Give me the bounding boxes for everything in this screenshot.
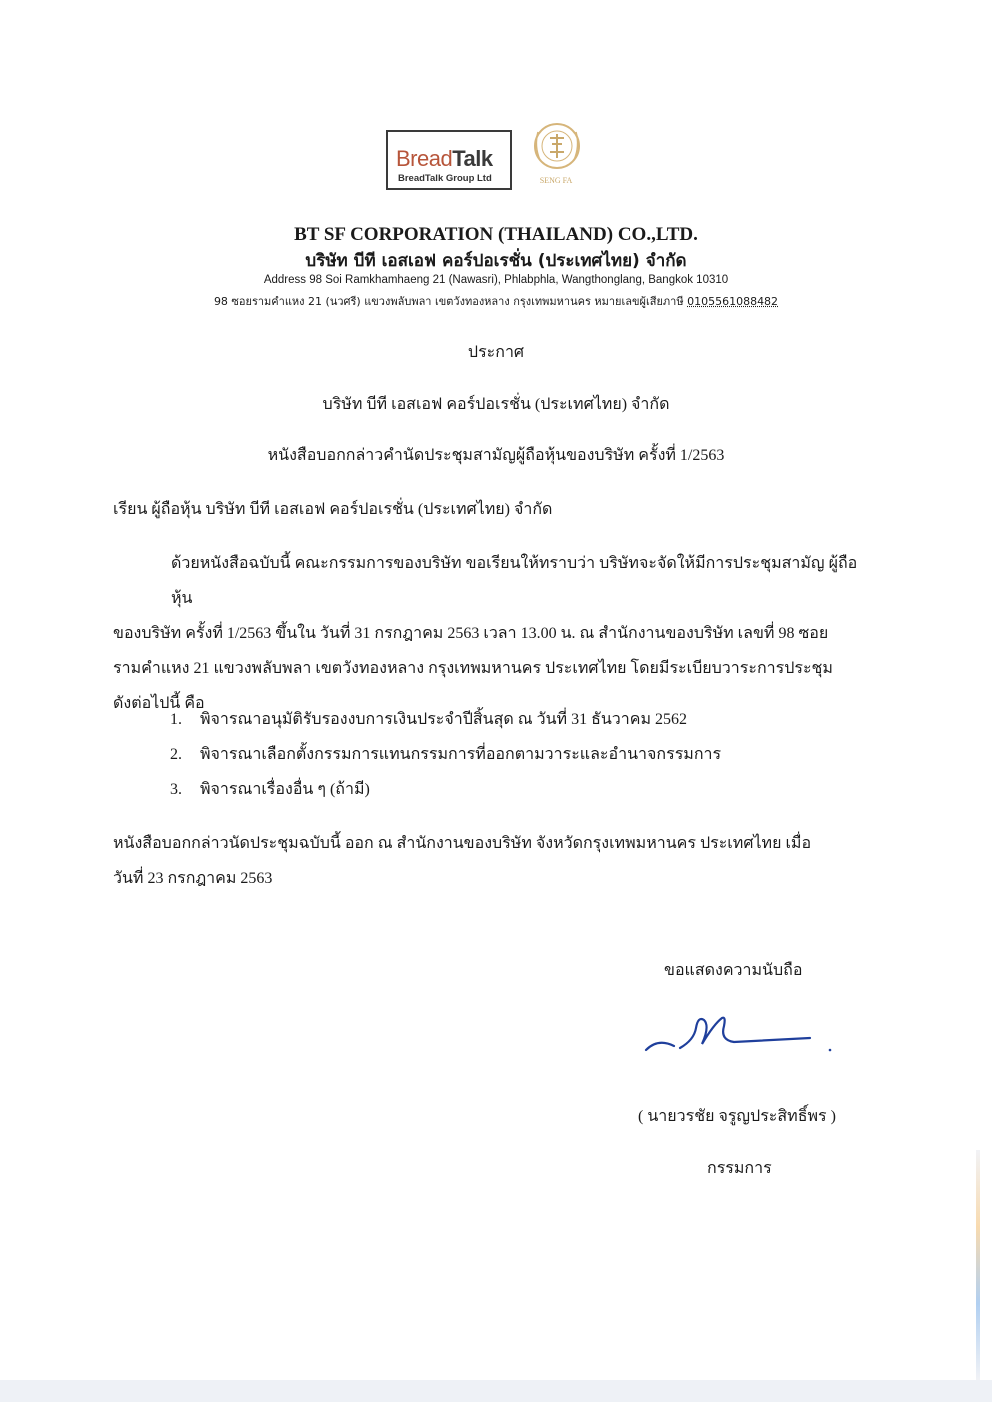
document-heading: ประกาศ	[467, 344, 525, 361]
scan-edge-strip	[976, 1150, 980, 1380]
agenda-text: พิจารณาเลือกตั้งกรรมการแทนกรรมการที่ออกตามวาระและอำนาจกรรมการ	[200, 746, 722, 763]
closing-paragraph	[113, 826, 878, 896]
breadtalk-logo	[386, 130, 512, 190]
agenda-text: พิจารณาเรื่องอื่น ๆ (ถ้ามี)	[200, 781, 370, 798]
tax-id: 0105561088482	[687, 295, 779, 308]
regards: ขอแสดงความนับถือ	[664, 962, 803, 979]
agenda-item	[170, 707, 687, 732]
seng-fa-seal-icon	[530, 120, 584, 206]
para-line: วันที่ 23 กรกฎาคม 2563	[113, 870, 273, 887]
para-line: หนังสือบอกกล่าวนัดประชุมฉบับนี้ ออก ณ สำนักงานของบริษัท จังหวัดกรุงเทพมหานคร ประเทศไทย เมื่อ	[113, 835, 812, 852]
breadtalk-logo-name: BreadTalk	[396, 146, 493, 171]
address-en: Address 98 Soi Ramkhamhaeng 21 (Nawasri), Phlabphla, Wangthonglang, Bangkok 10310	[263, 274, 729, 286]
seng-fa-text: SENG FA	[539, 176, 573, 185]
para-line: ดังต่อไปนี้ คือ	[113, 695, 205, 712]
agenda-number: 2.	[170, 746, 182, 763]
address-th	[0, 292, 992, 310]
signer-position: กรรมการ	[707, 1160, 772, 1177]
breadtalk-logo-sub: BreadTalk Group Ltd	[398, 173, 492, 184]
signature-icon	[640, 1010, 840, 1060]
para-line: ด้วยหนังสือฉบับนี้ คณะกรรมการของบริษัท ขอเรียนให้ทราบว่า บริษัทจะจัดให้มีการประชุมสามัญ ผู้ถือหุ้น	[171, 555, 858, 607]
agenda-item	[170, 777, 370, 802]
company-name-en: BT SF CORPORATION (THAILAND) CO.,LTD.	[294, 224, 698, 245]
agenda-number: 3.	[170, 781, 182, 798]
company-name-th: บริษัท บีที เอสเอฟ คอร์ปอเรชั่น (ประเทศไทย) จำกัด	[305, 251, 687, 271]
agenda-text: พิจารณาอนุมัติรับรองงบการเงินประจำปีสิ้นสุด ณ วันที่ 31 ธันวาคม 2562	[200, 711, 687, 728]
paragraph-meeting-notice	[113, 546, 878, 721]
agenda-number: 1.	[170, 711, 182, 728]
para-line: รามคำแหง 21 แขวงพลับพลา เขตวังทองหลาง กรุงเทพมหานคร ประเทศไทย โดยมีระเบียบวาระการประชุม	[113, 660, 833, 677]
company-line: บริษัท บีที เอสเอฟ คอร์ปอเรชั่น (ประเทศไทย) จำกัด	[322, 396, 670, 413]
subject-line: หนังสือบอกกล่าวคำนัดประชุมสามัญผู้ถือหุ้นของบริษัท ครั้งที่ 1/2563	[267, 447, 725, 464]
address-th-text: 98 ซอยรามคำแหง 21 (นวศรี) แขวงพลับพลา เขตวังทองหลาง กรุงเทพมหานคร หมายเลขผู้เสียภาษี	[213, 295, 684, 308]
para-line: ของบริษัท ครั้งที่ 1/2563 ขึ้นใน วันที่ 31 กรกฎาคม 2563 เวลา 13.00 น. ณ สำนักงานของบริษัท เลขที่ 98 ซอย	[113, 625, 829, 642]
salutation: เรียน ผู้ถือหุ้น บริษัท บีที เอสเอฟ คอร์ปอเรชั่น (ประเทศไทย) จำกัด	[113, 501, 553, 518]
signer-name: ( นายวรชัย จรูญประสิทธิ์พร )	[638, 1108, 836, 1125]
agenda-item	[170, 742, 721, 767]
scan-bottom-band	[0, 1380, 992, 1402]
